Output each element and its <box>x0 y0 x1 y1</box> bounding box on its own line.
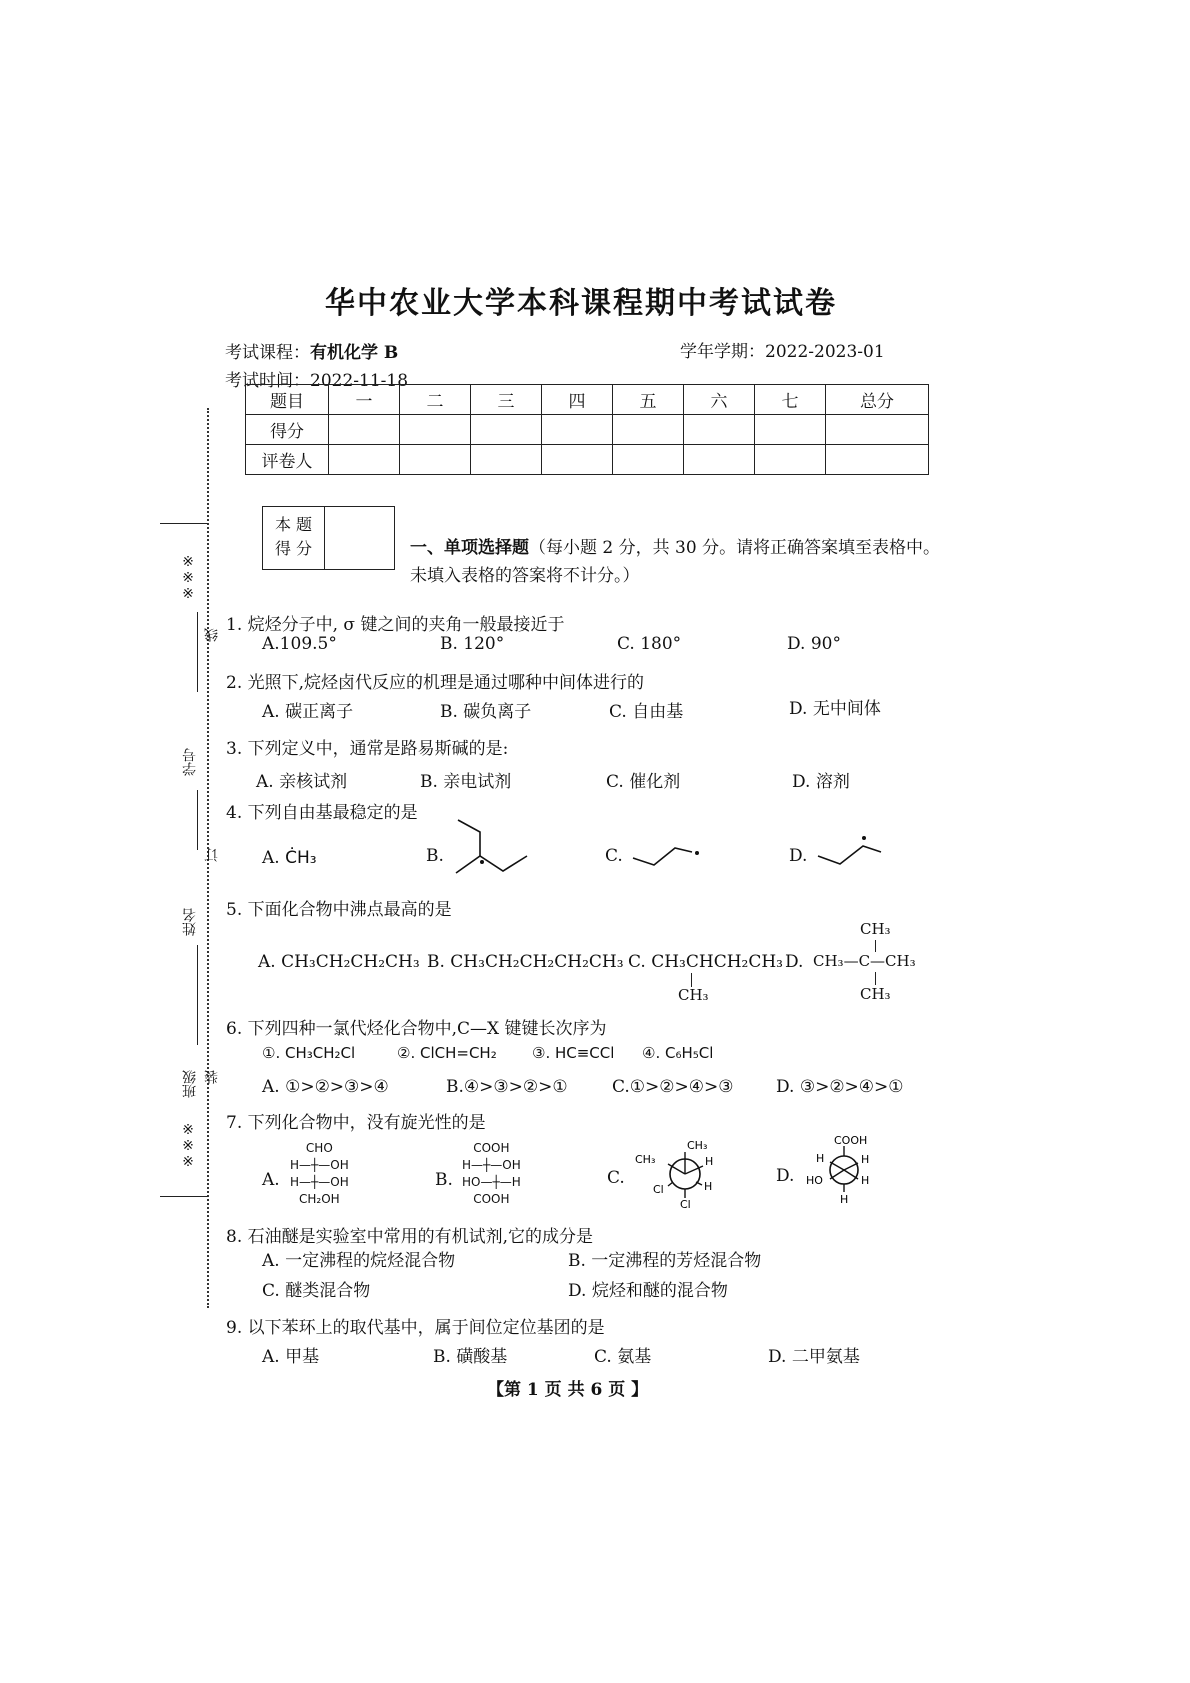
grader-cell[interactable] <box>826 445 929 475</box>
header-cell: 总分 <box>826 385 929 415</box>
q6-compound-2: ②. ClCH=CH₂ <box>397 1044 497 1062</box>
section-instruction-1: （每小题 2 分，共 30 分。请将正确答案填至表格中。 <box>529 538 941 558</box>
course-line <box>225 338 398 363</box>
q1-option-c: C. 180° <box>617 634 682 654</box>
newman-c-top: CH₃ <box>687 1139 708 1152</box>
q6-option-b: B.④>③>②>① <box>446 1077 568 1097</box>
question-6-stem: 6. 下列四种一氯代烃化合物中,C—X 键键长次序为 <box>226 1019 607 1039</box>
page-title: 华中农业大学本科课程期中考试试卷 <box>325 286 837 321</box>
q7-option-b-label: B. <box>435 1170 453 1190</box>
fischer-b <box>462 1140 521 1208</box>
q8-option-a: A. 一定沸程的烷烃混合物 <box>262 1251 456 1271</box>
q9-option-a: A. 甲基 <box>262 1347 320 1367</box>
newman-d <box>800 1134 890 1206</box>
q6-option-c: C.①>②>④>③ <box>612 1077 734 1097</box>
q8-option-c: C. 醚类混合物 <box>262 1281 371 1301</box>
side-name: 姓名 <box>182 908 198 936</box>
q2-option-b: B. 碳负离子 <box>440 702 532 722</box>
fischer-b-bottom: COOH <box>473 1192 510 1206</box>
q3-option-a: A. 亲核试剂 <box>256 772 348 792</box>
side-rule-top <box>160 523 208 524</box>
fischer-a-row1: H—┼—OH <box>290 1158 349 1172</box>
grader-cell[interactable] <box>329 445 400 475</box>
score-table-header <box>246 385 929 415</box>
header-cell: 七 <box>755 385 826 415</box>
side-ding-char: 订 <box>204 848 220 862</box>
side-rule <box>197 790 198 850</box>
grader-cell[interactable] <box>684 445 755 475</box>
grader-cell[interactable] <box>542 445 613 475</box>
grader-cell[interactable] <box>755 445 826 475</box>
question-5-stem: 5. 下面化合物中沸点最高的是 <box>226 900 452 920</box>
course-label: 考试课程： <box>225 343 310 363</box>
question-9-stem: 9. 以下苯环上的取代基中，属于间位定位基团的是 <box>226 1318 605 1338</box>
q8-option-b: B. 一定沸程的芳烃混合物 <box>568 1251 762 1271</box>
q6-option-a: A. ①>②>③>④ <box>262 1077 389 1097</box>
score-cell[interactable] <box>542 415 613 445</box>
time-value: 2022-11-18 <box>310 371 409 391</box>
section-score-box <box>262 506 395 570</box>
section-title: 一、单项选择题 <box>410 538 529 558</box>
q1-option-d: D. 90° <box>787 634 841 654</box>
q5-c-branch-bond <box>691 973 692 987</box>
q5-d-top: CH₃ <box>860 920 891 938</box>
q2-option-c: C. 自由基 <box>609 702 684 722</box>
q4-option-d-label: D. <box>789 846 808 866</box>
q2-option-a: A. 碳正离子 <box>262 702 354 722</box>
grader-cell[interactable] <box>613 445 684 475</box>
score-table <box>245 384 929 475</box>
side-rule <box>197 945 198 1045</box>
q1-option-b: B. 120° <box>440 634 505 654</box>
score-cell[interactable] <box>329 415 400 445</box>
question-2-stem: 2. 光照下,烷烃卤代反应的机理是通过哪种中间体进行的 <box>226 673 645 693</box>
side-class: 班级 <box>182 1070 198 1098</box>
q6-compound-3: ③. HC≡CCl <box>532 1044 615 1062</box>
q5-option-a: A. CH₃CH₂CH₂CH₃ <box>258 952 420 972</box>
newman-d-lower-right: H <box>861 1174 870 1187</box>
header-cell: 一 <box>329 385 400 415</box>
header-cell: 六 <box>684 385 755 415</box>
fischer-a <box>290 1140 349 1208</box>
question-3-stem: 3. 下列定义中，通常是路易斯碱的是: <box>226 739 509 759</box>
side-line-char: 线 <box>204 628 220 642</box>
page-footer: 【第 1 页 共 6 页 】 <box>487 1380 649 1400</box>
row-label: 得分 <box>246 415 329 445</box>
q4-option-c-label: C. <box>605 846 623 866</box>
q5-d-middle: CH₃—C—CH₃ <box>813 952 916 970</box>
score-box-line2: 得 分 <box>274 539 313 558</box>
q4-option-b-label: B. <box>426 846 444 866</box>
q9-option-d: D. 二甲氨基 <box>768 1347 860 1367</box>
question-1-stem: 1. 烷烃分子中, σ 键之间的夹角一般最接近于 <box>226 615 565 635</box>
newman-c-lower-left: Cl <box>653 1183 664 1196</box>
q5-d-bond-down <box>875 972 876 985</box>
grader-cell[interactable] <box>471 445 542 475</box>
newman-d-right: H <box>861 1153 870 1166</box>
newman-d-left: H <box>816 1152 825 1165</box>
newman-d-lower-left: HO <box>806 1174 823 1187</box>
time-label: 考试时间： <box>225 371 310 391</box>
question-8-stem: 8. 石油醚是实验室中常用的有机试剂,它的成分是 <box>226 1227 594 1247</box>
q5-d-bond-up <box>875 940 876 952</box>
newman-d-bottom: H <box>840 1193 849 1206</box>
term-line <box>680 337 885 362</box>
q8-option-d: D. 烷烃和醚的混合物 <box>568 1281 728 1301</box>
score-cell[interactable] <box>826 415 929 445</box>
fischer-a-row2: H—┼—OH <box>290 1175 349 1189</box>
q6-option-d: D. ③>②>④>① <box>776 1077 904 1097</box>
q5-option-b: B. CH₃CH₂CH₂CH₂CH₃ <box>427 952 624 972</box>
row-label: 评卷人 <box>246 445 329 475</box>
grader-cell[interactable] <box>400 445 471 475</box>
q7-option-c-label: C. <box>607 1168 625 1188</box>
score-box-label <box>263 507 325 569</box>
section-instruction-2: 未填入表格的答案将不计分。） <box>410 566 640 586</box>
score-cell[interactable] <box>613 415 684 445</box>
q1-option-a: A.109.5° <box>262 634 337 654</box>
q4-option-d-structure <box>815 832 885 866</box>
question-4-stem: 4. 下列自由基最稳定的是 <box>226 803 418 823</box>
grader-row <box>246 445 929 475</box>
course-value: 有机化学 B <box>310 343 399 363</box>
q6-compound-4: ④. C₆H₅Cl <box>642 1044 714 1062</box>
side-rule <box>197 612 198 692</box>
q4-option-b-structure <box>450 818 535 880</box>
q4-option-a <box>262 848 317 868</box>
term-label: 学年学期： <box>680 342 765 362</box>
header-cell: 三 <box>471 385 542 415</box>
header-cell: 题目 <box>246 385 329 415</box>
section-heading <box>410 533 940 558</box>
term-value: 2022-2023-01 <box>765 342 885 362</box>
fischer-b-row1: H—┼—OH <box>462 1158 521 1172</box>
q6-compound-1: ①. CH₃CH₂Cl <box>262 1044 356 1062</box>
q9-option-b: B. 磺酸基 <box>433 1347 508 1367</box>
header-cell: 四 <box>542 385 613 415</box>
newman-c-lower-right: H <box>704 1180 713 1193</box>
header-cell: 五 <box>613 385 684 415</box>
score-cell[interactable] <box>684 415 755 445</box>
q5-d-bottom: CH₃ <box>860 985 891 1003</box>
score-cell[interactable] <box>400 415 471 445</box>
header-cell: 二 <box>400 385 471 415</box>
q4-option-a-label: A. <box>262 848 280 868</box>
q4-option-c-structure <box>630 838 705 868</box>
newman-c <box>635 1138 735 1210</box>
q3-option-d: D. 溶剂 <box>792 772 850 792</box>
side-stars-bottom: ※※※ <box>180 1120 196 1168</box>
q9-option-c: C. 氨基 <box>594 1347 652 1367</box>
fischer-b-top: COOH <box>473 1141 510 1155</box>
newman-c-bottom: Cl <box>680 1198 691 1210</box>
q5-c-branch: CH₃ <box>678 986 709 1004</box>
side-zhuang-char: 装 <box>204 1070 220 1084</box>
q7-option-d-label: D. <box>776 1166 795 1186</box>
question-7-stem: 7. 下列化合物中，没有旋光性的是 <box>226 1113 486 1133</box>
q2-option-d: D. 无中间体 <box>789 699 881 719</box>
newman-d-top: COOH <box>834 1134 868 1147</box>
score-cell[interactable] <box>755 415 826 445</box>
score-box-line1: 本 题 <box>274 515 313 534</box>
newman-c-left: CH₃ <box>635 1153 656 1166</box>
side-student-id: 学号 <box>182 748 198 776</box>
q5-option-c: C. CH₃CHCH₂CH₃ <box>628 952 783 972</box>
score-cell[interactable] <box>471 415 542 445</box>
score-row <box>246 415 929 445</box>
newman-c-right: H <box>705 1155 714 1168</box>
side-stars-top: ※※※ <box>180 552 196 600</box>
fischer-a-top: CHO <box>305 1141 333 1155</box>
side-rule-bottom <box>160 1196 208 1197</box>
q5-option-d-label: D. <box>785 952 804 972</box>
fischer-a-bottom: CH₂OH <box>299 1192 340 1206</box>
methyl-radical: ĊH₃ <box>285 848 317 868</box>
fischer-b-row2: HO—┼—H <box>462 1175 521 1189</box>
q3-option-c: C. 催化剂 <box>606 772 681 792</box>
q3-option-b: B. 亲电试剂 <box>420 772 512 792</box>
q7-option-a-label: A. <box>262 1170 280 1190</box>
